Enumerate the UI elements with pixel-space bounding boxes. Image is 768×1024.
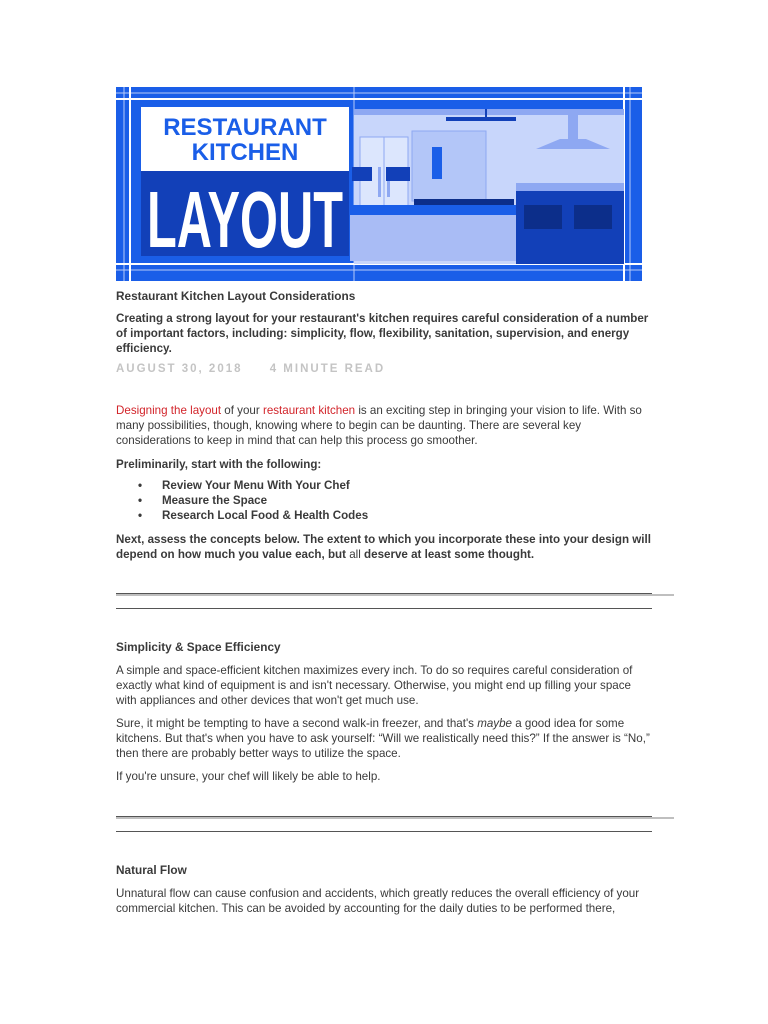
next-all: all bbox=[349, 548, 361, 561]
simplicity-paragraph-1: A simple and space-efficient kitchen maximizes every inch. To do so requires careful consideration of exactly what kind of equipment is and isn't necessary. Otherwise, you might end up filling your space with appliances and other devices that won't get much use. bbox=[116, 664, 633, 707]
p2-text-a: Sure, it might be tempting to have a second walk-in freezer, and that's bbox=[116, 717, 478, 730]
divider bbox=[116, 831, 652, 832]
paragraph-1 bbox=[116, 403, 652, 448]
next-paragraph bbox=[116, 532, 652, 562]
p1-text-b: is an exciting step in bringing your vision to life. With so many possibilities, though, knowing where to begin can be daunting. There are several key considerations to keep in mind that can help this process go smoother. bbox=[116, 404, 642, 447]
read-time: 4 MINUTE READ bbox=[269, 363, 386, 375]
banner-image bbox=[116, 87, 642, 281]
next-text-a: Next, assess the concepts below. The extent to which you incorporate these into your design will depend on how much you value each, but bbox=[116, 533, 651, 561]
p1-text-a: of your bbox=[221, 404, 263, 417]
banner-line2: KITCHEN bbox=[191, 139, 299, 166]
prelim-list bbox=[116, 478, 636, 523]
prelim-heading: Preliminarily, start with the following: bbox=[116, 458, 322, 471]
banner-line3: LAYOUT bbox=[147, 175, 344, 264]
list-item: • Review Your Menu With Your Chef bbox=[116, 478, 636, 493]
publish-date: AUGUST 30, 2018 bbox=[116, 363, 243, 375]
section-title-flow: Natural Flow bbox=[116, 863, 187, 877]
designing-layout-link[interactable]: Designing the layout bbox=[116, 404, 222, 417]
divider bbox=[116, 817, 674, 819]
p2-text-c: a good idea for some kitchens. But that's when you have to ask yourself: “Will we realistically need this?” If the answer is “No,” then there are probably better ways to utilize the space. bbox=[116, 717, 650, 760]
divider bbox=[116, 594, 674, 596]
next-text-b: deserve at least some thought. bbox=[360, 548, 535, 561]
section-title-simplicity: Simplicity & Space Efficiency bbox=[116, 640, 281, 654]
kitchen-illustration bbox=[116, 87, 642, 281]
flow-paragraph-1: Unnatural flow can cause confusion and accidents, which greatly reduces the overall efficiency of your commercial kitchen. This can be avoided by accounting for the daily duties to be performed there, bbox=[116, 887, 640, 915]
list-item: • Research Local Food & Health Codes bbox=[116, 508, 636, 523]
banner-line1: RESTAURANT bbox=[163, 114, 327, 141]
p2-maybe: maybe bbox=[477, 717, 512, 730]
divider bbox=[116, 608, 652, 609]
article-title: Restaurant Kitchen Layout Considerations bbox=[116, 289, 356, 303]
simplicity-paragraph-2 bbox=[116, 716, 652, 761]
simplicity-paragraph-3: If you're unsure, your chef will likely be able to help. bbox=[116, 770, 381, 783]
intro-paragraph: Creating a strong layout for your restaurant's kitchen requires careful consideration of a number of important factors, including: simplicity, flow, flexibility, sanitation, supervision, and energy efficiency. bbox=[116, 312, 649, 355]
list-item: • Measure the Space bbox=[116, 493, 636, 508]
article-meta bbox=[116, 363, 656, 375]
restaurant-kitchen-link[interactable]: restaurant kitchen bbox=[262, 404, 356, 417]
